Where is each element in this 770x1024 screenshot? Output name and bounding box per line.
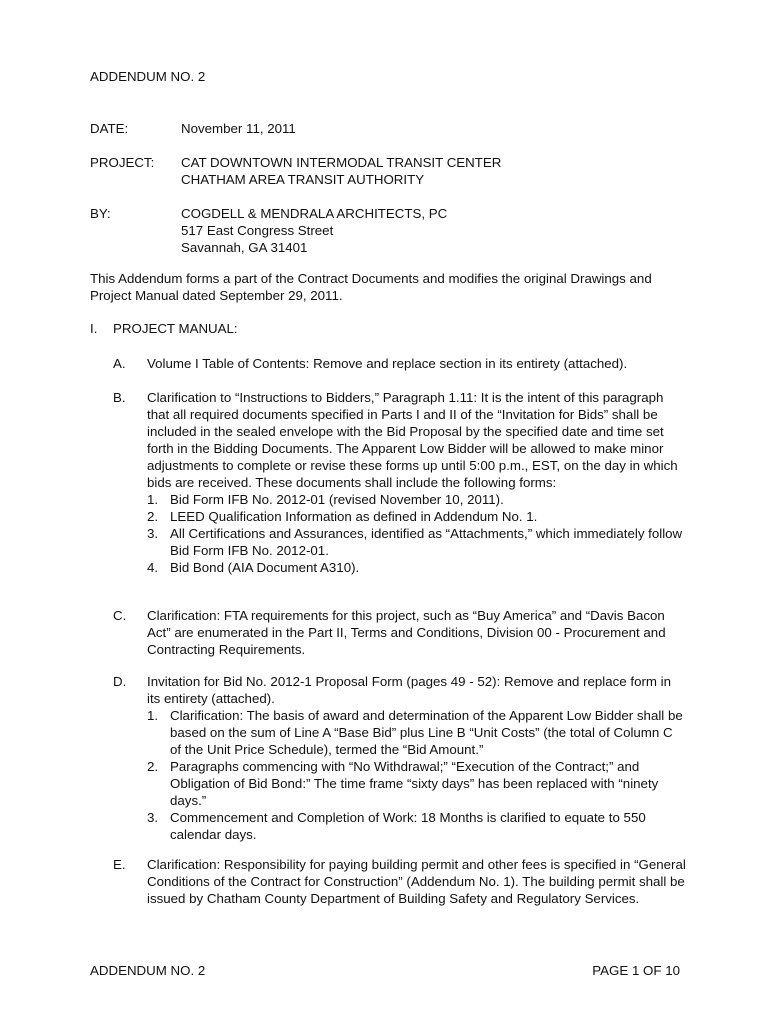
item-letter: A. bbox=[113, 356, 126, 371]
item-text: Clarification to “Instructions to Bidders,” Paragraph 1.11: It is the intent of this paragraph that all required documents specified in Parts I and II of the “Invitation for Bids” shall be included in the sealed envelope with the Bid Proposal by the specified date and time set forth in the Bidding Documents. The Apparent Low Bidder will be allowed to make minor adjustments to complete or revise these forms up until 5:00 p.m., EST, on the day in which bids are received. These documents shall include the following forms: bbox=[147, 390, 678, 490]
item-letter: C. bbox=[113, 608, 127, 623]
by-line: Savannah, GA 31401 bbox=[181, 240, 308, 255]
project-line: CAT DOWNTOWN INTERMODAL TRANSIT CENTER bbox=[181, 155, 502, 170]
by-label: BY: bbox=[90, 206, 111, 221]
project-label: PROJECT: bbox=[90, 155, 155, 170]
list-item: 1. Bid Form IFB No. 2012-01 (revised November 10, 2011). bbox=[147, 492, 504, 507]
item-body bbox=[147, 389, 687, 576]
item-letter: B. bbox=[113, 390, 126, 405]
date-value: November 11, 2011 bbox=[181, 121, 296, 136]
item-letter: D. bbox=[113, 674, 127, 689]
date-label: DATE: bbox=[90, 121, 129, 136]
by-value bbox=[181, 205, 701, 256]
item-body bbox=[147, 673, 687, 843]
document-title: ADDENDUM NO. 2 bbox=[90, 69, 206, 84]
list-item: 2. Paragraphs commencing with “No Withdrawal;” “Execution of the Contract;” and Obligation of Bid Bond:” The time frame “sixty days” has been replaced with “ninety days.” bbox=[147, 759, 659, 808]
project-line: CHATHAM AREA TRANSIT AUTHORITY bbox=[181, 172, 425, 187]
list-item: 4. Bid Bond (AIA Document A310). bbox=[147, 560, 360, 575]
item-letter: E. bbox=[113, 857, 126, 872]
list-item: 1. Clarification: The basis of award and determination of the Apparent Low Bidder shall be based on the sum of Line A “Base Bid” plus Line B “Unit Costs” (the total of Column C of the Unit Price Schedule), termed the “Bid Amount.” bbox=[147, 708, 683, 757]
project-value bbox=[181, 154, 701, 188]
list-item: 3. Commencement and Completion of Work: 18 Months is clarified to equate to 550 calendar days. bbox=[147, 810, 646, 842]
section-title: PROJECT MANUAL: bbox=[113, 321, 238, 336]
item-text: Volume I Table of Contents: Remove and replace section in its entirety (attached). bbox=[147, 356, 628, 371]
by-line: COGDELL & MENDRALA ARCHITECTS, PC bbox=[181, 206, 448, 221]
page-number: PAGE 1 OF 10 bbox=[592, 963, 680, 978]
list-item: 3. All Certifications and Assurances, identified as “Attachments,” which immediately follow Bid Form IFB No. 2012-01. bbox=[147, 526, 683, 558]
intro-paragraph: This Addendum forms a part of the Contract Documents and modifies the original Drawings and Project Manual dated September 29, 2011. bbox=[90, 271, 652, 303]
list-item: 2. LEED Qualification Information as defined in Addendum No. 1. bbox=[147, 509, 538, 524]
item-text: Clarification: Responsibility for paying building permit and other fees is specified in “General Conditions of the Contract for Construction” (Addendum No. 1). The building permit shall be issued by Chatham County Department of Building Safety and Regulatory Services. bbox=[147, 857, 686, 906]
section-number: I. bbox=[90, 321, 98, 336]
by-line: 517 East Congress Street bbox=[181, 223, 334, 238]
item-text: Clarification: FTA requirements for this project, such as “Buy America” and “Davis Bacon Act” are enumerated in the Part II, Terms and Conditions, Division 00 - Procurement and Contracting Requirements. bbox=[147, 608, 666, 657]
footer-title: ADDENDUM NO. 2 bbox=[90, 963, 206, 978]
section-heading bbox=[90, 320, 238, 337]
item-text: Invitation for Bid No. 2012-1 Proposal Form (pages 49 - 52): Remove and replace form in its entirety (attached). bbox=[147, 674, 672, 706]
